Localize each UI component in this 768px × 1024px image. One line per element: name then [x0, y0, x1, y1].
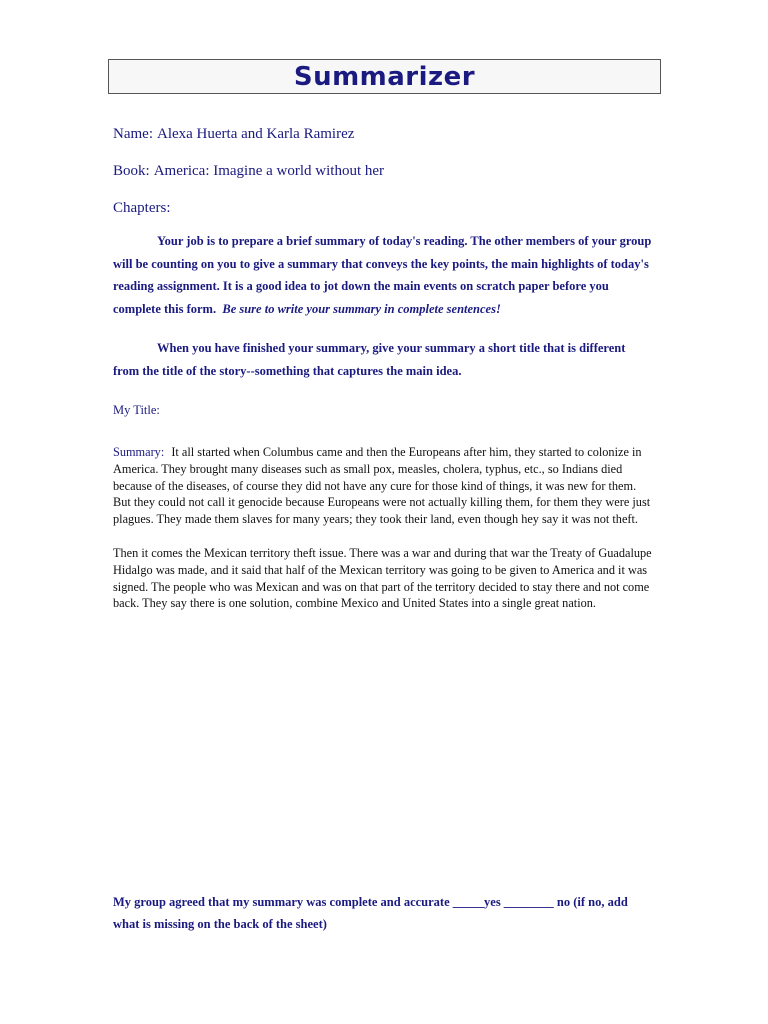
instructions-para2-text: When you have finished your summary, give your summary a short title that is different from the title of the story--something that captures the main idea.	[113, 341, 626, 378]
group-agreement: My group agreed that my summary was complete and accurate _____yes ________ no (if no, add what is missing on the back of the sheet)	[113, 895, 628, 931]
summary-label: Summary:	[113, 445, 165, 459]
instructions-emphasis: Be sure to write your summary in complete sentences!	[222, 301, 501, 316]
book-value: America: Imagine a world without her	[153, 163, 385, 179]
title-box	[108, 59, 661, 94]
name-value: Alexa Huerta and Karla Ramirez	[156, 126, 355, 142]
page-title: Summarizer	[293, 61, 476, 92]
my-title-label: My Title:	[113, 403, 160, 417]
summary-paragraph-2	[113, 545, 653, 612]
book-label: Book:	[113, 163, 150, 179]
chapters-label: Chapters:	[113, 200, 171, 216]
summary-paragraph-1	[113, 444, 653, 528]
instructions-paragraph-1	[113, 230, 653, 320]
instructions-main-text: Your job is to prepare a brief summary of today's reading. The other members of your group will be counting on you to give a summary that conveys the key points, the main highlights of today's reading assignment. It is a good idea to jot down the main events on scratch paper before you complete this form.	[113, 234, 652, 316]
summary-section	[113, 444, 653, 629]
name-field	[113, 126, 354, 143]
chapters-field	[113, 200, 171, 217]
summary-text-1: It all started when Columbus came and then the Europeans after him, they started to colonize in America. They brought many diseases such as small pox, measles, cholera, typhus, etc., so Indians died because of the diseases, of course they did not have any cure for those kind of things, it was new for them. But they could not call it genocide because Europeans were not actually killing them, for them they were just plagues. They made them slaves for many years; they took their land, even though hey say it was not theft.	[113, 445, 651, 527]
book-field	[113, 163, 384, 180]
summary-text-2: Then it comes the Mexican territory theft issue. There was a war and during that war the Treaty of Guadalupe Hidalgo was made, and it said that half of the Mexican territory was going to be given to America and it was signed. The people who was Mexican and was on that part of the territory decided to stay there and not come back. They say there is one solution, combine Mexico and United States into a single great nation.	[113, 545, 652, 611]
name-label: Name:	[113, 126, 153, 142]
instructions-paragraph-2	[113, 337, 653, 382]
